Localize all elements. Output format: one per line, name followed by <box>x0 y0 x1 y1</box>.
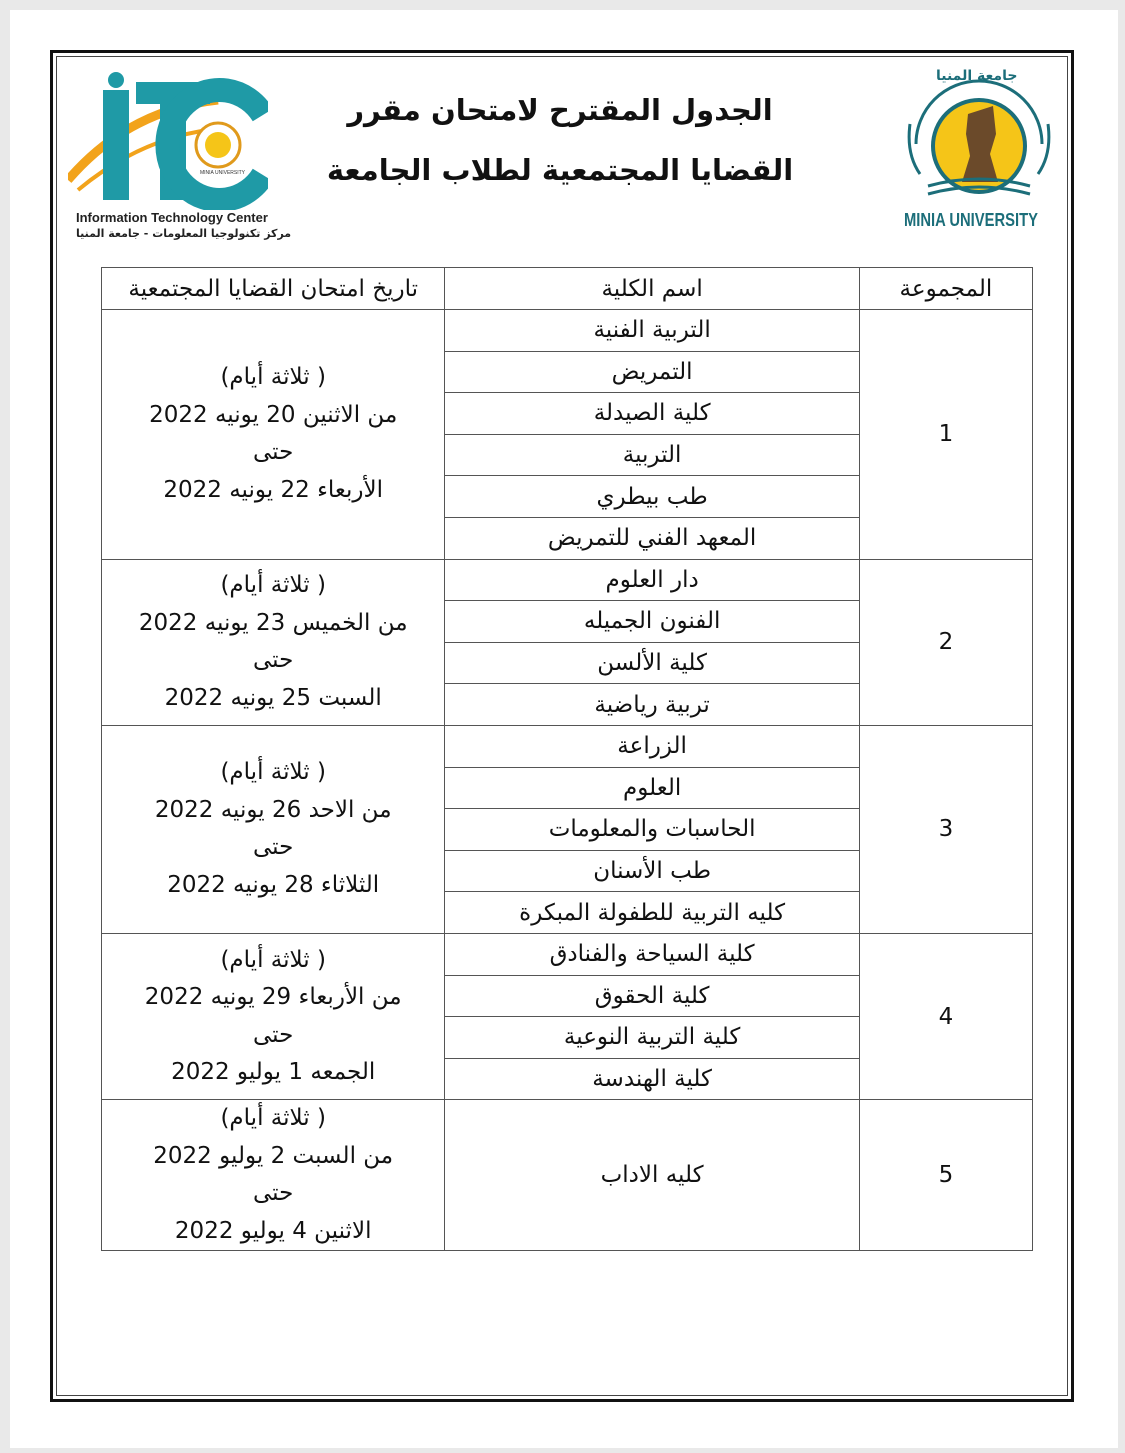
exam-duration: ( ثلاثة أيام) <box>220 759 326 786</box>
group-number: 4 <box>859 933 1032 1099</box>
group-number: 3 <box>859 725 1032 933</box>
table-row <box>102 1100 1033 1251</box>
exam-date-cell <box>102 1100 445 1251</box>
exam-until-word: حتى <box>253 834 294 861</box>
title-line-1: الجدول المقترح لامتحان مقرر <box>347 93 773 127</box>
exam-until-word: حتى <box>253 647 294 674</box>
faculty-name: التربية <box>445 434 859 476</box>
exam-start-date: من الخميس 23 يونيه 2022 <box>138 609 408 636</box>
exam-start-date: من الأربعاء 29 يونيه 2022 <box>144 984 402 1011</box>
faculty-name: الزراعة <box>445 725 859 767</box>
minia-caption: MINIA UNIVERSITY <box>904 210 1038 230</box>
exam-until-word: حتى <box>253 1021 294 1048</box>
faculty-name: كلية الصيدلة <box>445 393 859 435</box>
faculty-name: تربية رياضية <box>445 684 859 726</box>
exam-date-block <box>102 942 444 1092</box>
exam-until-word: حتى <box>253 439 294 466</box>
exam-date-cell <box>102 933 445 1099</box>
exam-date-cell <box>102 559 445 725</box>
title-line-2: القضايا المجتمعية لطلاب الجامعة <box>326 153 794 187</box>
exam-date-cell <box>102 725 445 933</box>
exam-end-date: الاثنين 4 يوليو 2022 <box>174 1217 372 1244</box>
exam-duration: ( ثلاثة أيام) <box>220 1105 326 1132</box>
exam-end-date: الثلاثاء 28 يونيه 2022 <box>167 871 380 898</box>
minia-arc-text: جامعة المنيا <box>936 68 1018 84</box>
faculty-name: التمريض <box>445 351 859 393</box>
exam-until-word: حتى <box>253 1180 294 1207</box>
table-row <box>102 310 1033 352</box>
exam-start-date: من الاحد 26 يونيه 2022 <box>154 796 392 823</box>
exam-duration: ( ثلاثة أيام) <box>220 572 326 599</box>
minia-university-logo <box>898 64 1060 236</box>
exam-start-date: من الاثنين 20 يونيه 2022 <box>149 401 398 428</box>
itc-badge-text: MINIA UNIVERSITY <box>200 170 246 176</box>
table-header-row <box>102 268 1033 310</box>
exam-duration: ( ثلاثة أيام) <box>220 946 326 973</box>
faculty-name: طب بيطري <box>445 476 859 518</box>
exam-end-date: الجمعه 1 يوليو 2022 <box>171 1059 376 1086</box>
exam-date-cell <box>102 310 445 560</box>
page-title <box>300 80 820 200</box>
faculty-name: الحاسبات والمعلومات <box>445 809 859 851</box>
itc-caption-en: Information Technology Center <box>76 210 268 225</box>
exam-end-date: الأربعاء 22 يونيه 2022 <box>163 476 384 503</box>
itc-caption-ar: مركز تكنولوجيا المعلومات - جامعة المنيا <box>76 227 292 240</box>
nefertiti-emblem-icon <box>898 64 1060 209</box>
table-row <box>102 559 1033 601</box>
header-date: تاريخ امتحان القضايا المجتمعية <box>102 268 445 310</box>
faculty-name: طب الأسنان <box>445 850 859 892</box>
itc-logo-icon <box>68 70 268 210</box>
faculty-name: كلية السياحة والفنادق <box>445 933 859 975</box>
exam-date-block <box>102 1100 444 1250</box>
exam-duration: ( ثلاثة أيام) <box>220 364 326 391</box>
group-number: 1 <box>859 310 1032 560</box>
group-number: 2 <box>859 559 1032 725</box>
itc-logo <box>68 70 292 255</box>
faculty-name: المعهد الفني للتمريض <box>445 517 859 559</box>
faculty-name: كلية الحقوق <box>445 975 859 1017</box>
faculty-name: دار العلوم <box>445 559 859 601</box>
header-group: المجموعة <box>859 268 1032 310</box>
group-number: 5 <box>859 1100 1032 1251</box>
table-row <box>102 933 1033 975</box>
exam-end-date: السبت 25 يونيه 2022 <box>164 684 382 711</box>
exam-date-block <box>102 567 444 717</box>
faculty-name: كلية الهندسة <box>445 1058 859 1100</box>
exam-schedule-table <box>101 267 1033 1251</box>
faculty-name: كليه الاداب <box>445 1100 859 1251</box>
faculty-name: كليه التربية للطفولة المبكرة <box>445 892 859 934</box>
faculty-name: الفنون الجميله <box>445 601 859 643</box>
exam-start-date: من السبت 2 يوليو 2022 <box>153 1142 394 1169</box>
faculty-name: التربية الفنية <box>445 310 859 352</box>
header-faculty: اسم الكلية <box>445 268 859 310</box>
exam-date-block <box>102 359 444 509</box>
faculty-name: العلوم <box>445 767 859 809</box>
faculty-name: كلية التربية النوعية <box>445 1017 859 1059</box>
exam-date-block <box>102 754 444 904</box>
faculty-name: كلية الألسن <box>445 642 859 684</box>
table-row <box>102 725 1033 767</box>
table-body <box>102 310 1033 1251</box>
